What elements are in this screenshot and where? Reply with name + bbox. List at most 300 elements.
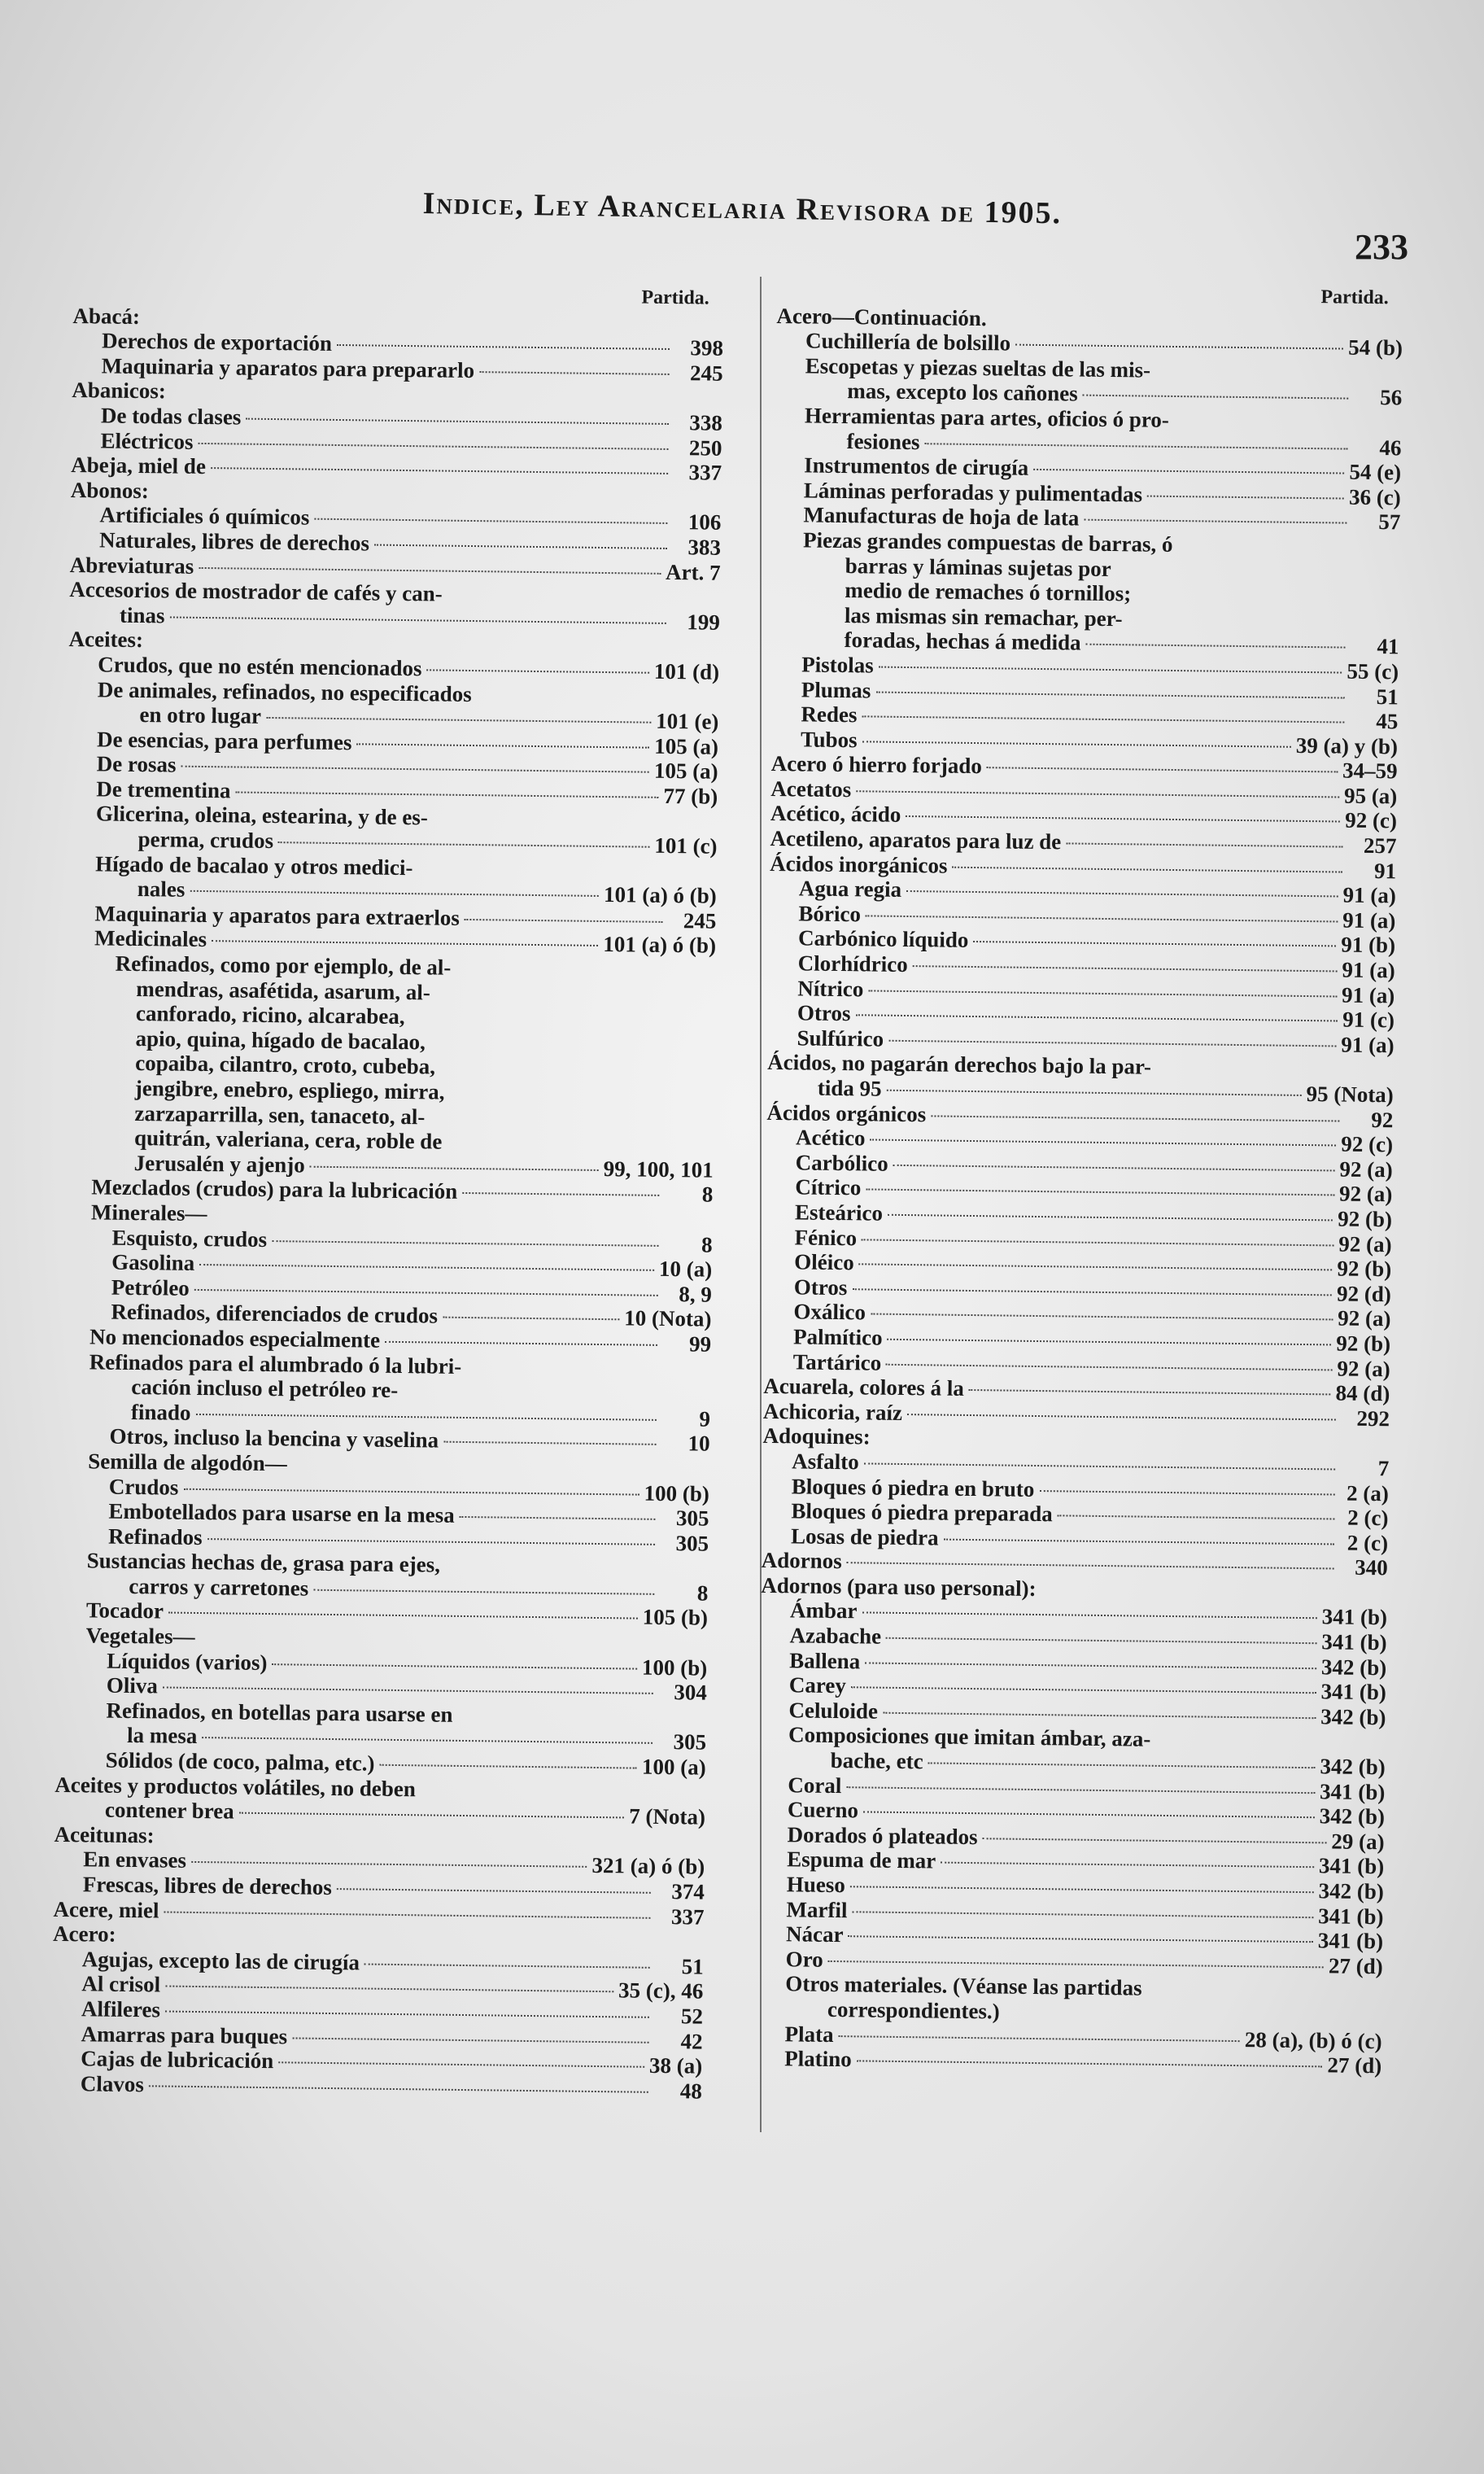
entry-term: Plumas — [801, 676, 871, 702]
running-header: Indice, Ley Arancelaria Revisora de 1905. — [422, 186, 1063, 231]
dot-leader — [862, 1239, 1333, 1246]
entry-term: Herramientas para artes, oficios ó pro- — [804, 403, 1170, 432]
entry-term: Coral — [788, 1772, 842, 1798]
entry-partida-ref: 56 — [1380, 385, 1403, 410]
entry-term: Dorados ó plateados — [787, 1822, 978, 1849]
dot-leader — [1015, 344, 1343, 350]
entry-term: Abanicos: — [72, 378, 167, 404]
dot-leader — [847, 1562, 1334, 1569]
entry-term: Glicerina, oleina, estearina, y de es- — [95, 801, 429, 830]
entry-partida-ref: 101 (c) — [654, 833, 718, 859]
entry-term: Amarras para buques — [81, 2021, 288, 2048]
entry-term: Fénico — [794, 1224, 858, 1250]
entry-partida-ref: 48 — [679, 2078, 703, 2104]
entry-term: Esteárico — [794, 1200, 884, 1226]
dot-leader — [364, 1963, 650, 1968]
entry-partida-ref: 54 (e) — [1349, 459, 1402, 485]
entry-partida-ref: 341 (b) — [1318, 1853, 1385, 1879]
entry-partida-ref: 100 (b) — [644, 1480, 709, 1506]
entry-term: Petróleo — [111, 1274, 190, 1300]
dot-leader — [859, 1263, 1333, 1270]
entry-term: Tartárico — [792, 1348, 882, 1375]
entry-term: Láminas perforadas y pulimentadas — [803, 478, 1143, 507]
dot-leader — [211, 467, 668, 474]
entry-term: Acético — [795, 1125, 866, 1151]
dot-leader — [1058, 1515, 1335, 1519]
entry-partida-ref: 342 (b) — [1320, 1704, 1386, 1730]
dot-leader — [973, 941, 1336, 946]
entry-term: Embotellados para usarse en la mesa — [108, 1498, 455, 1528]
dot-leader — [337, 344, 670, 350]
entry-term: Alfileres — [81, 1996, 161, 2022]
entry-term: Carey — [788, 1672, 847, 1698]
dot-leader — [426, 669, 648, 673]
entry-term: En envases — [83, 1847, 187, 1873]
entry-partida-ref: 29 (a) — [1331, 1829, 1385, 1855]
dot-leader — [852, 1911, 1313, 1918]
entry-term: Refinados para el alumbrado ó la lubri- — [89, 1348, 462, 1379]
entry-partida-ref: 245 — [689, 361, 723, 386]
dot-leader — [862, 715, 1344, 723]
dot-leader — [925, 443, 1348, 449]
entry-term: Eléctricos — [100, 427, 194, 454]
entry-partida-ref: 304 — [674, 1680, 708, 1705]
entry-term: Marfil — [786, 1896, 848, 1922]
entry-partida-ref: Art. 7 — [665, 559, 721, 585]
dot-leader — [379, 1764, 637, 1769]
dot-leader — [460, 1516, 656, 1520]
index-entries-left — [51, 304, 724, 2104]
dot-leader — [862, 741, 1291, 747]
entry-partida-ref: 105 (a) — [654, 733, 719, 759]
entry-partida-ref: 38 (a) — [648, 2052, 703, 2078]
entry-term: Bloques ó piedra preparada — [791, 1498, 1053, 1527]
entry-term: Adornos — [761, 1548, 842, 1574]
entry-term: Abacá: — [72, 303, 141, 329]
entry-term: Adornos (para uso personal): — [761, 1572, 1037, 1601]
dot-leader — [462, 1192, 659, 1196]
entry-partida-ref: 10 (a) — [658, 1257, 713, 1282]
entry-term: Tubos — [800, 727, 858, 752]
dot-leader — [236, 791, 659, 798]
dot-leader — [851, 1686, 1316, 1694]
entry-partida-ref: 250 — [688, 435, 722, 461]
entry-term: Acetileno, aparatos para luz de — [770, 826, 1062, 855]
dot-leader — [266, 717, 651, 723]
entry-term: Adoquines: — [762, 1423, 871, 1449]
entry-term: Abeja, miel de — [71, 452, 207, 479]
entry-partida-ref: 91 (a) — [1342, 882, 1396, 908]
entry-partida-ref: 92 (c) — [1341, 1131, 1394, 1157]
entry-partida-ref: 305 — [673, 1729, 707, 1755]
entry-partida-ref: 341 (b) — [1319, 1778, 1386, 1804]
entry-partida-ref: 92 (b) — [1337, 1256, 1392, 1282]
entry-partida-ref: 105 (b) — [642, 1605, 709, 1631]
dot-leader — [212, 941, 598, 947]
entry-partida-ref: 46 — [1379, 435, 1402, 460]
entry-partida-ref: 7 (Nota) — [629, 1803, 706, 1829]
entry-partida-ref: 57 — [1378, 509, 1401, 535]
dot-leader — [181, 766, 648, 773]
entry-term: Cuerno — [787, 1797, 859, 1823]
entry-partida-ref: 342 (b) — [1318, 1878, 1385, 1904]
dot-leader — [1086, 644, 1346, 649]
entry-term: bache, etc — [830, 1747, 923, 1774]
entry-term: Artificiales ó químicos — [99, 502, 310, 530]
entry-partida-ref: 27 (d) — [1328, 1953, 1383, 1979]
entry-term: Acero—Continuación. — [776, 303, 987, 330]
entry-term: Medicinales — [94, 925, 207, 952]
dot-leader — [893, 1165, 1335, 1172]
dot-leader — [928, 1762, 1316, 1768]
entry-partida-ref: 8 — [701, 1182, 714, 1208]
entry-term: Ácidos, no pagarán derechos bajo la par- — [767, 1050, 1152, 1080]
entry-term: Tocador — [85, 1598, 164, 1624]
dot-leader — [983, 1838, 1327, 1843]
dot-leader — [465, 919, 663, 923]
entry-term: Asfalto — [792, 1449, 859, 1475]
entry-partida-ref: 338 — [689, 410, 723, 435]
entry-term: Frescas, libres de derechos — [82, 1872, 333, 1900]
entry-partida-ref: 39 (a) y (b) — [1295, 732, 1399, 759]
dot-leader — [879, 666, 1342, 673]
entry-term: Pistolas — [801, 652, 874, 678]
dot-leader — [149, 2085, 648, 2093]
entry-term: mas, excepto los cañones — [847, 378, 1078, 406]
index-column-left — [51, 278, 724, 2104]
dot-leader — [1147, 495, 1344, 499]
entry-partida-ref: 45 — [1376, 709, 1399, 734]
dot-leader — [871, 1313, 1333, 1321]
dot-leader — [165, 2011, 649, 2018]
entry-partida-ref: 7 — [1377, 1456, 1390, 1481]
entry-partida-ref: 374 — [671, 1879, 705, 1904]
entry-partida-ref: 341 (b) — [1321, 1604, 1388, 1630]
entry-term: Piezas grandes compuestas de barras, ó — [802, 527, 1173, 557]
entry-term: Ámbar — [789, 1598, 858, 1624]
entry-term: contener brea — [104, 1797, 234, 1824]
entry-term: foradas, hechas á medida — [844, 627, 1081, 655]
entry-term: Minerales— — [90, 1200, 207, 1226]
entry-term: Accesorios de mostrador de cafés y can- — [69, 577, 443, 606]
entry-term: Crudos — [108, 1474, 179, 1500]
dot-leader — [863, 1812, 1315, 1819]
dot-leader — [875, 691, 1344, 698]
dot-leader — [855, 1014, 1338, 1021]
entry-term: canforado, ricino, alcarabea, — [135, 1001, 405, 1029]
entry-partida-ref: 91 (b) — [1341, 932, 1396, 958]
entry-partida-ref: 321 (a) ó (b) — [591, 1853, 705, 1880]
entry-partida-ref: 245 — [683, 908, 717, 933]
entry-partida-ref: 292 — [1356, 1405, 1390, 1432]
entry-term: Clorhídrico — [797, 951, 908, 977]
entry-partida-ref: 101 (e) — [656, 708, 719, 734]
entry-partida-ref: 101 (a) ó (b) — [603, 882, 717, 908]
dot-leader — [931, 1115, 1339, 1121]
entry-term: medio de remaches ó tornillos; — [845, 578, 1132, 606]
entry-term: zarzaparrilla, sen, tanaceto, al- — [134, 1100, 426, 1129]
entry-term: Losas de piedra — [790, 1523, 939, 1550]
entry-term: Oliva — [106, 1672, 159, 1698]
entry-partida-ref: 199 — [687, 609, 721, 635]
entry-term: De rosas — [96, 751, 177, 777]
index-column-right — [755, 278, 1403, 2078]
dot-leader — [906, 815, 1340, 823]
entry-term: Crudos, que no estén mencionados — [98, 652, 422, 681]
entry-partida-ref: 337 — [688, 460, 722, 485]
entry-term: quitrán, valeriana, cera, roble de — [133, 1126, 443, 1154]
entry-term: Derechos de exportación — [101, 328, 333, 356]
entry-term: Aceites y productos volátiles, no deben — [55, 1772, 417, 1801]
entry-term: Composiciones que imitan ámbar, aza- — [788, 1722, 1151, 1752]
entry-term: Carbólico — [795, 1150, 888, 1176]
entry-term: Esquisto, crudos — [111, 1225, 268, 1252]
entry-term: Al crisol — [81, 1971, 161, 1997]
entry-term: perma, crudos — [137, 827, 274, 854]
entry-partida-ref: 91 (a) — [1341, 982, 1395, 1008]
dot-leader — [314, 518, 667, 524]
entry-term: De trementina — [96, 776, 231, 803]
dot-leader — [385, 1341, 657, 1346]
entry-term: tida 95 — [817, 1075, 882, 1101]
entry-term: correspondientes.) — [827, 1996, 1000, 2024]
dot-leader — [443, 1317, 619, 1321]
entry-partida-ref: 92 (a) — [1339, 1156, 1393, 1182]
index-entries-right — [755, 304, 1403, 2078]
entry-term: tinas — [119, 602, 165, 628]
entry-term: Cítrico — [795, 1174, 862, 1200]
dot-leader — [199, 1264, 654, 1271]
entry-term: Ácidos orgánicos — [766, 1099, 927, 1126]
entry-term: Palmítico — [792, 1324, 883, 1350]
entry-term: Ácidos inorgánicos — [770, 850, 948, 878]
entry-term: barras y láminas sujetas por — [845, 553, 1111, 581]
entry-term: mendras, asafétida, asarum, al- — [136, 976, 430, 1005]
entry-term: Acero: — [52, 1921, 116, 1947]
partida-column-heading: Partida. — [641, 286, 709, 309]
entry-partida-ref: 27 (d) — [1327, 2052, 1382, 2078]
dot-leader — [310, 1165, 599, 1170]
entry-term: cación incluso el petróleo re- — [131, 1375, 399, 1403]
dot-leader — [207, 1538, 655, 1545]
dot-leader — [239, 1812, 625, 1819]
dot-leader — [839, 2035, 1240, 2042]
dot-leader — [987, 767, 1338, 772]
entry-term: carros y carretones — [129, 1573, 309, 1601]
entry-term: Refinados, diferenciados de crudos — [111, 1300, 439, 1328]
dot-leader — [1066, 842, 1342, 847]
entry-partida-ref: 10 (Nota) — [624, 1305, 712, 1332]
entry-term: Acuarela, colores á la — [763, 1374, 965, 1401]
entry-partida-ref: 51 — [1376, 684, 1399, 709]
entry-term: fesiones — [846, 428, 920, 454]
entry-partida-ref: 341 (b) — [1320, 1679, 1387, 1705]
entry-term: Oléico — [794, 1249, 854, 1275]
dot-leader — [278, 2061, 644, 2067]
entry-term: copaiba, cilantro, croto, cubeba, — [135, 1051, 436, 1079]
entry-term: Acere, miel — [53, 1896, 159, 1923]
dot-leader — [194, 1289, 658, 1296]
dot-leader — [202, 1737, 653, 1745]
dot-leader — [272, 1240, 658, 1247]
entry-term: apio, quina, hígado de bacalao, — [135, 1025, 426, 1055]
entry-partida-ref: 51 — [681, 1954, 704, 1979]
entry-term: Acético, ácido — [770, 801, 901, 828]
entry-partida-ref: 92 (a) — [1337, 1356, 1390, 1381]
entry-partida-ref: 101 (a) ó (b) — [603, 932, 717, 959]
dot-leader — [941, 1862, 1314, 1869]
dot-leader — [969, 1389, 1331, 1395]
entry-term: las mismas sin remachar, per- — [844, 602, 1123, 631]
dot-leader — [866, 915, 1338, 922]
entry-term: Aceitunas: — [54, 1821, 155, 1848]
dot-leader — [888, 1339, 1332, 1346]
entry-partida-ref: 95 (a) — [1343, 783, 1398, 809]
entry-partida-ref: 10 — [687, 1431, 710, 1456]
entry-partida-ref: 341 (b) — [1318, 1903, 1384, 1929]
dot-leader — [866, 1189, 1334, 1196]
entry-partida-ref: 305 — [675, 1506, 709, 1531]
entry-term: De esencias, para perfumes — [96, 727, 352, 754]
dot-leader — [191, 1861, 587, 1868]
entry-term: Sulfúrico — [797, 1025, 884, 1051]
entry-term: Carbónico líquido — [797, 925, 969, 953]
entry-partida-ref: 41 — [1377, 634, 1399, 659]
entry-term: Mezclados (crudos) para la lubricación — [91, 1174, 458, 1204]
dot-leader — [246, 418, 669, 425]
dot-leader — [913, 965, 1338, 972]
entry-term: Sustancias hechas de, grasa para ejes, — [86, 1548, 441, 1577]
entry-partida-ref: 2 (a) — [1346, 1480, 1390, 1506]
dot-leader — [169, 616, 666, 623]
entry-partida-ref: 92 — [1371, 1107, 1394, 1132]
entry-partida-ref: 398 — [690, 335, 724, 361]
entry-term: Abonos: — [70, 477, 150, 503]
dot-leader — [864, 1462, 1335, 1470]
entry-partida-ref: 92 (d) — [1336, 1281, 1391, 1307]
entry-partida-ref: 337 — [670, 1904, 705, 1930]
entry-term: Gasolina — [111, 1249, 195, 1276]
entry-partida-ref: 92 (a) — [1338, 1231, 1392, 1257]
entry-term: No mencionados especialmente — [89, 1324, 381, 1353]
entry-term: Nácar — [785, 1921, 844, 1947]
entry-partida-ref: 91 (a) — [1342, 957, 1395, 983]
dot-leader — [871, 1139, 1337, 1147]
dot-leader — [952, 866, 1342, 872]
dot-leader — [374, 544, 667, 549]
entry-term: Nítrico — [797, 976, 864, 1001]
entry-term: Oxálico — [793, 1299, 866, 1325]
entry-term: Otros — [793, 1274, 848, 1300]
entry-term: Agua regia — [798, 876, 902, 903]
dot-leader — [1039, 1490, 1334, 1495]
entry-partida-ref: 92 (c) — [1345, 808, 1398, 833]
dot-leader — [865, 1662, 1316, 1669]
entry-partida-ref: 9 — [699, 1406, 711, 1432]
dot-leader — [199, 566, 661, 574]
dot-leader — [183, 1488, 639, 1495]
entry-term: Achicoria, raíz — [762, 1398, 903, 1425]
dot-leader — [313, 1589, 654, 1595]
dot-leader — [190, 890, 599, 897]
dot-leader — [883, 1712, 1316, 1720]
entry-partida-ref: 340 — [1355, 1555, 1388, 1580]
dot-leader — [828, 1960, 1324, 1968]
entry-partida-ref: 91 (c) — [1342, 1007, 1395, 1033]
entry-partida-ref: 36 (c) — [1348, 484, 1401, 510]
entry-partida-ref: 91 — [1373, 858, 1397, 884]
entry-partida-ref: 341 (b) — [1317, 1928, 1384, 1954]
entry-term: Otros, incluso la bencina y vaselina — [109, 1423, 439, 1453]
entry-term: Maquinaria y aparatos para prepararlo — [101, 353, 475, 382]
dot-leader — [163, 1687, 653, 1694]
dot-leader — [479, 371, 670, 375]
dot-leader — [888, 1040, 1336, 1047]
entry-term: Otros materiales. (Véanse las partidas — [785, 1971, 1142, 2001]
entry-term: Manufacturas de hoja de lata — [803, 502, 1080, 531]
dot-leader — [886, 1363, 1332, 1370]
entry-term: Aceites: — [68, 627, 144, 653]
entry-partida-ref: 92 (a) — [1338, 1181, 1393, 1207]
dot-leader — [292, 2037, 648, 2043]
entry-partida-ref: 8 — [696, 1580, 709, 1606]
entry-term: Acetatos — [770, 776, 852, 802]
entry-partida-ref: 342 (b) — [1320, 1754, 1386, 1780]
entry-partida-ref: 54 (b) — [1348, 334, 1403, 361]
entry-partida-ref: 91 (a) — [1342, 907, 1396, 933]
entry-partida-ref: 101 (d) — [653, 658, 720, 684]
entry-term: Refinados — [107, 1523, 203, 1550]
entry-term: Cajas de lubricación — [81, 2046, 274, 2074]
entry-partida-ref: 84 (d) — [1335, 1380, 1390, 1406]
entry-term: De animales, refinados, no especificados — [97, 676, 472, 706]
entry-term: Instrumentos de cirugía — [804, 452, 1029, 480]
entry-partida-ref: 91 (a) — [1341, 1032, 1395, 1058]
entry-term: Abreviaturas — [69, 552, 194, 579]
entry-term: Vegetales— — [85, 1623, 195, 1650]
entry-partida-ref: 2 (c) — [1347, 1530, 1389, 1555]
entry-partida-ref: 99, 100, 101 — [603, 1156, 714, 1182]
dot-leader — [887, 1090, 1302, 1096]
entry-partida-ref: 100 (b) — [641, 1654, 708, 1681]
entry-term: Ballena — [789, 1647, 861, 1674]
entry-term: Azabache — [789, 1623, 882, 1649]
dot-leader — [278, 841, 649, 848]
entry-term: De todas clases — [100, 403, 242, 430]
entry-partida-ref: 77 (b) — [663, 783, 718, 809]
entry-term: Platino — [784, 2046, 852, 2072]
entry-term: Escopetas y piezas sueltas de las mis- — [805, 353, 1151, 382]
dot-leader — [906, 890, 1338, 897]
entry-term: Refinados, en botellas para usarse en — [106, 1698, 453, 1727]
entry-term: Redes — [801, 702, 858, 728]
dot-leader — [850, 1886, 1314, 1893]
dot-leader — [856, 790, 1339, 798]
dot-leader — [944, 1538, 1334, 1545]
entry-partida-ref: 28 (a), (b) ó (c) — [1244, 2026, 1382, 2053]
entry-term: Acero ó hierro forjado — [770, 751, 983, 779]
entry-partida-ref: 34–59 — [1342, 758, 1398, 784]
entry-term: Maquinaria y aparatos para extraerlos — [94, 901, 460, 930]
entry-term: Bórico — [798, 901, 862, 927]
entry-partida-ref: 257 — [1363, 833, 1397, 859]
dot-leader — [273, 1663, 637, 1669]
entry-term: en otro lugar — [139, 702, 262, 728]
entry-term: Hígado de bacalao y otros medici- — [95, 851, 413, 880]
dot-leader — [195, 1414, 656, 1421]
entry-term: jengibre, enebro, espliego, mirra, — [134, 1076, 445, 1104]
entry-term: Naturales, libres de derechos — [98, 527, 370, 556]
